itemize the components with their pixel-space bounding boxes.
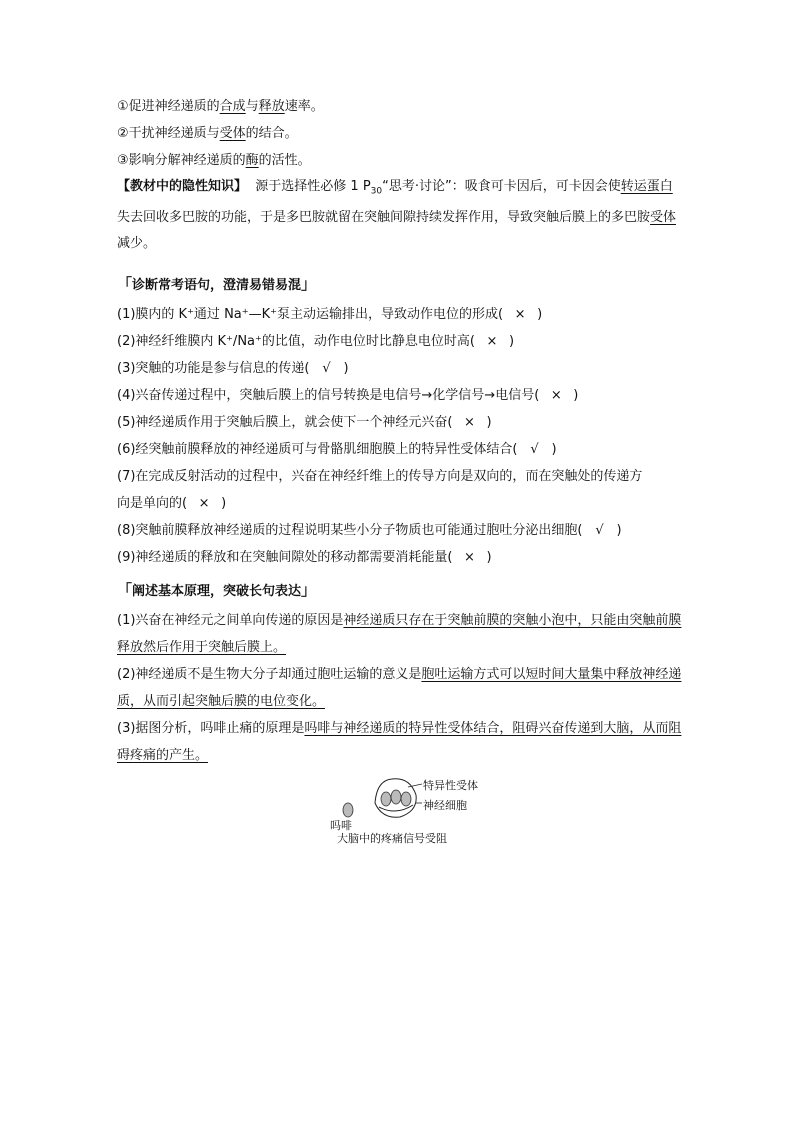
close-paren: ) (573, 387, 579, 403)
underlined-text: 受体 (650, 209, 677, 225)
text: 的结合。 (245, 126, 298, 141)
underlined-text: 转运蛋白 (620, 179, 673, 194)
diagnose-item (117, 382, 683, 409)
explain-question-3 (117, 715, 683, 769)
underlined-answer: 吗啡与神经递质的特异性受体结合，阻碍兴奋传递到大脑，从而阻碍疼痛的产生。 (117, 720, 682, 763)
intro-item-2 (117, 120, 683, 147)
diagnose-item (117, 436, 683, 463)
close-paren: ) (616, 522, 622, 538)
explain-question-1 (117, 607, 683, 661)
underlined-answer: 胞吐运输方式可以短时间大量集中释放神经递质，从而引起突触后膜的电位变化。 (117, 666, 682, 709)
text: ②干扰神经递质与 (117, 126, 220, 141)
text: (2)神经递质不是生物大分子却通过胞吐运输的意义是 (117, 666, 422, 682)
page-subscript: 30 (370, 186, 383, 197)
diagnose-item (117, 463, 683, 490)
text: 的活性。 (258, 153, 311, 168)
receptor-shape (401, 792, 411, 806)
diagnose-item-text: (2)神经纤维膜内 K⁺/Na⁺的比值，动作电位时比静息电位时高( (117, 333, 475, 349)
section-title: 阐述基本原理，突破长句表达 (132, 583, 302, 599)
morphine-figure (330, 775, 478, 845)
judgement-mark: √ (530, 441, 539, 457)
diagnose-item-text: 向是单向的( (117, 495, 188, 511)
text: 失去回收多巴胺的功能，于是多巴胺就留在突触间隙持续发挥作用，导致突触后膜上的多巴胺 (117, 209, 651, 225)
diagnose-item (117, 355, 683, 382)
intro-item-1 (117, 93, 683, 120)
diagnose-item (117, 301, 683, 328)
diagnose-item-text: (1)膜内的 K⁺通过 Na⁺—K⁺泵主动运输排出，导致动作电位的形成( (117, 306, 504, 322)
diagnose-item-text: (9)神经递质的释放和在突触间隙处的移动都需要消耗能量( (117, 549, 453, 565)
close-paren: ) (221, 495, 227, 511)
close-paren: ) (551, 441, 557, 457)
figure-caption: 大脑中的疼痛信号受阻 (337, 832, 447, 845)
text: 减少。 (117, 235, 157, 251)
close-paren: ) (486, 414, 492, 430)
judgement-mark: √ (595, 522, 604, 538)
section-heading-explain: 「阐述基本原理，突破长句表达」 (117, 580, 317, 599)
cell-label: 神经细胞 (423, 799, 467, 812)
morphine-molecule (343, 803, 353, 817)
underlined-text: 酶 (245, 153, 259, 168)
diagnose-item-text: (5)神经递质作用于突触后膜上，就会使下一个神经元兴奋( (117, 414, 453, 430)
text: (1)兴奋在神经元之间单向传递的原因是 (117, 612, 344, 628)
close-paren: ) (343, 360, 349, 376)
close-paren: ) (508, 333, 515, 349)
document-page (117, 93, 683, 769)
receptor-shape (391, 790, 401, 804)
diagnose-item-text: (6)经突触前膜释放的神经递质可与骨骼肌细胞膜上的特异性受体结合( (117, 441, 518, 457)
intro-item-3 (117, 147, 683, 174)
diagnose-item-text: (4)兴奋传递过程中，突触后膜上的信号转换是电信号→化学信号→电信号( (117, 387, 540, 403)
morphine-label: 吗啡 (330, 819, 352, 832)
receptor-shape (381, 792, 391, 806)
judgement-mark: × (486, 333, 498, 349)
close-paren: ) (486, 549, 492, 565)
underlined-answer: 神经递质只存在于突触前膜的突触小泡中，只能由突触前膜释放然后作用于突触后膜上。 (117, 612, 682, 655)
diagnose-item-text: (3)突触的功能是参与信息的传递( (117, 360, 310, 376)
judgement-mark: × (464, 414, 475, 430)
diagnose-item (117, 409, 683, 436)
diagnose-item (117, 517, 683, 544)
judgement-mark: √ (322, 360, 331, 376)
diagnose-item (117, 328, 683, 355)
hidden-knowledge-paragraph (117, 174, 683, 257)
judgement-mark: × (550, 387, 562, 403)
judgement-mark: × (514, 306, 526, 322)
diagnose-item (117, 490, 683, 517)
diagnose-item (117, 544, 683, 571)
underlined-text: 受体 (219, 126, 246, 141)
text: 与 (245, 99, 259, 114)
text: ③影响分解神经递质的 (117, 153, 246, 168)
underlined-text: 合成 (219, 99, 246, 114)
explain-question-2 (117, 661, 683, 715)
diagnose-item-text: (8)突触前膜释放神经递质的过程说明某些小分子物质也可能通过胞吐分泌出细胞( (117, 522, 583, 538)
text: ①促进神经递质的 (117, 99, 220, 114)
diagnose-item-text: (7)在完成反射活动的过程中，兴奋在神经纤维上的传导方向是双向的，而在突触处的传递方 (117, 468, 643, 484)
underlined-text: 释放 (258, 99, 285, 114)
receptor-label: 特异性受体 (423, 779, 478, 792)
text: (3)据图分析，吗啡止痛的原理是 (117, 720, 305, 736)
close-paren: ) (537, 306, 543, 322)
judgement-mark: × (464, 549, 475, 565)
text: “思考·讨论”：吸食可卡因后，可卡因会使 (382, 179, 621, 194)
judgement-mark: × (198, 495, 210, 511)
diagnose-list (117, 301, 683, 571)
hidden-knowledge-label: 【教材中的隐性知识】 (117, 179, 248, 194)
text: 源于选择性必修 1 P (255, 179, 371, 194)
section-title: 诊断常考语句，澄清易错易混 (132, 277, 302, 293)
section-heading-diagnose: 「诊断常考语句，澄清易错易混」 (117, 274, 317, 293)
text: 速率。 (284, 99, 324, 114)
